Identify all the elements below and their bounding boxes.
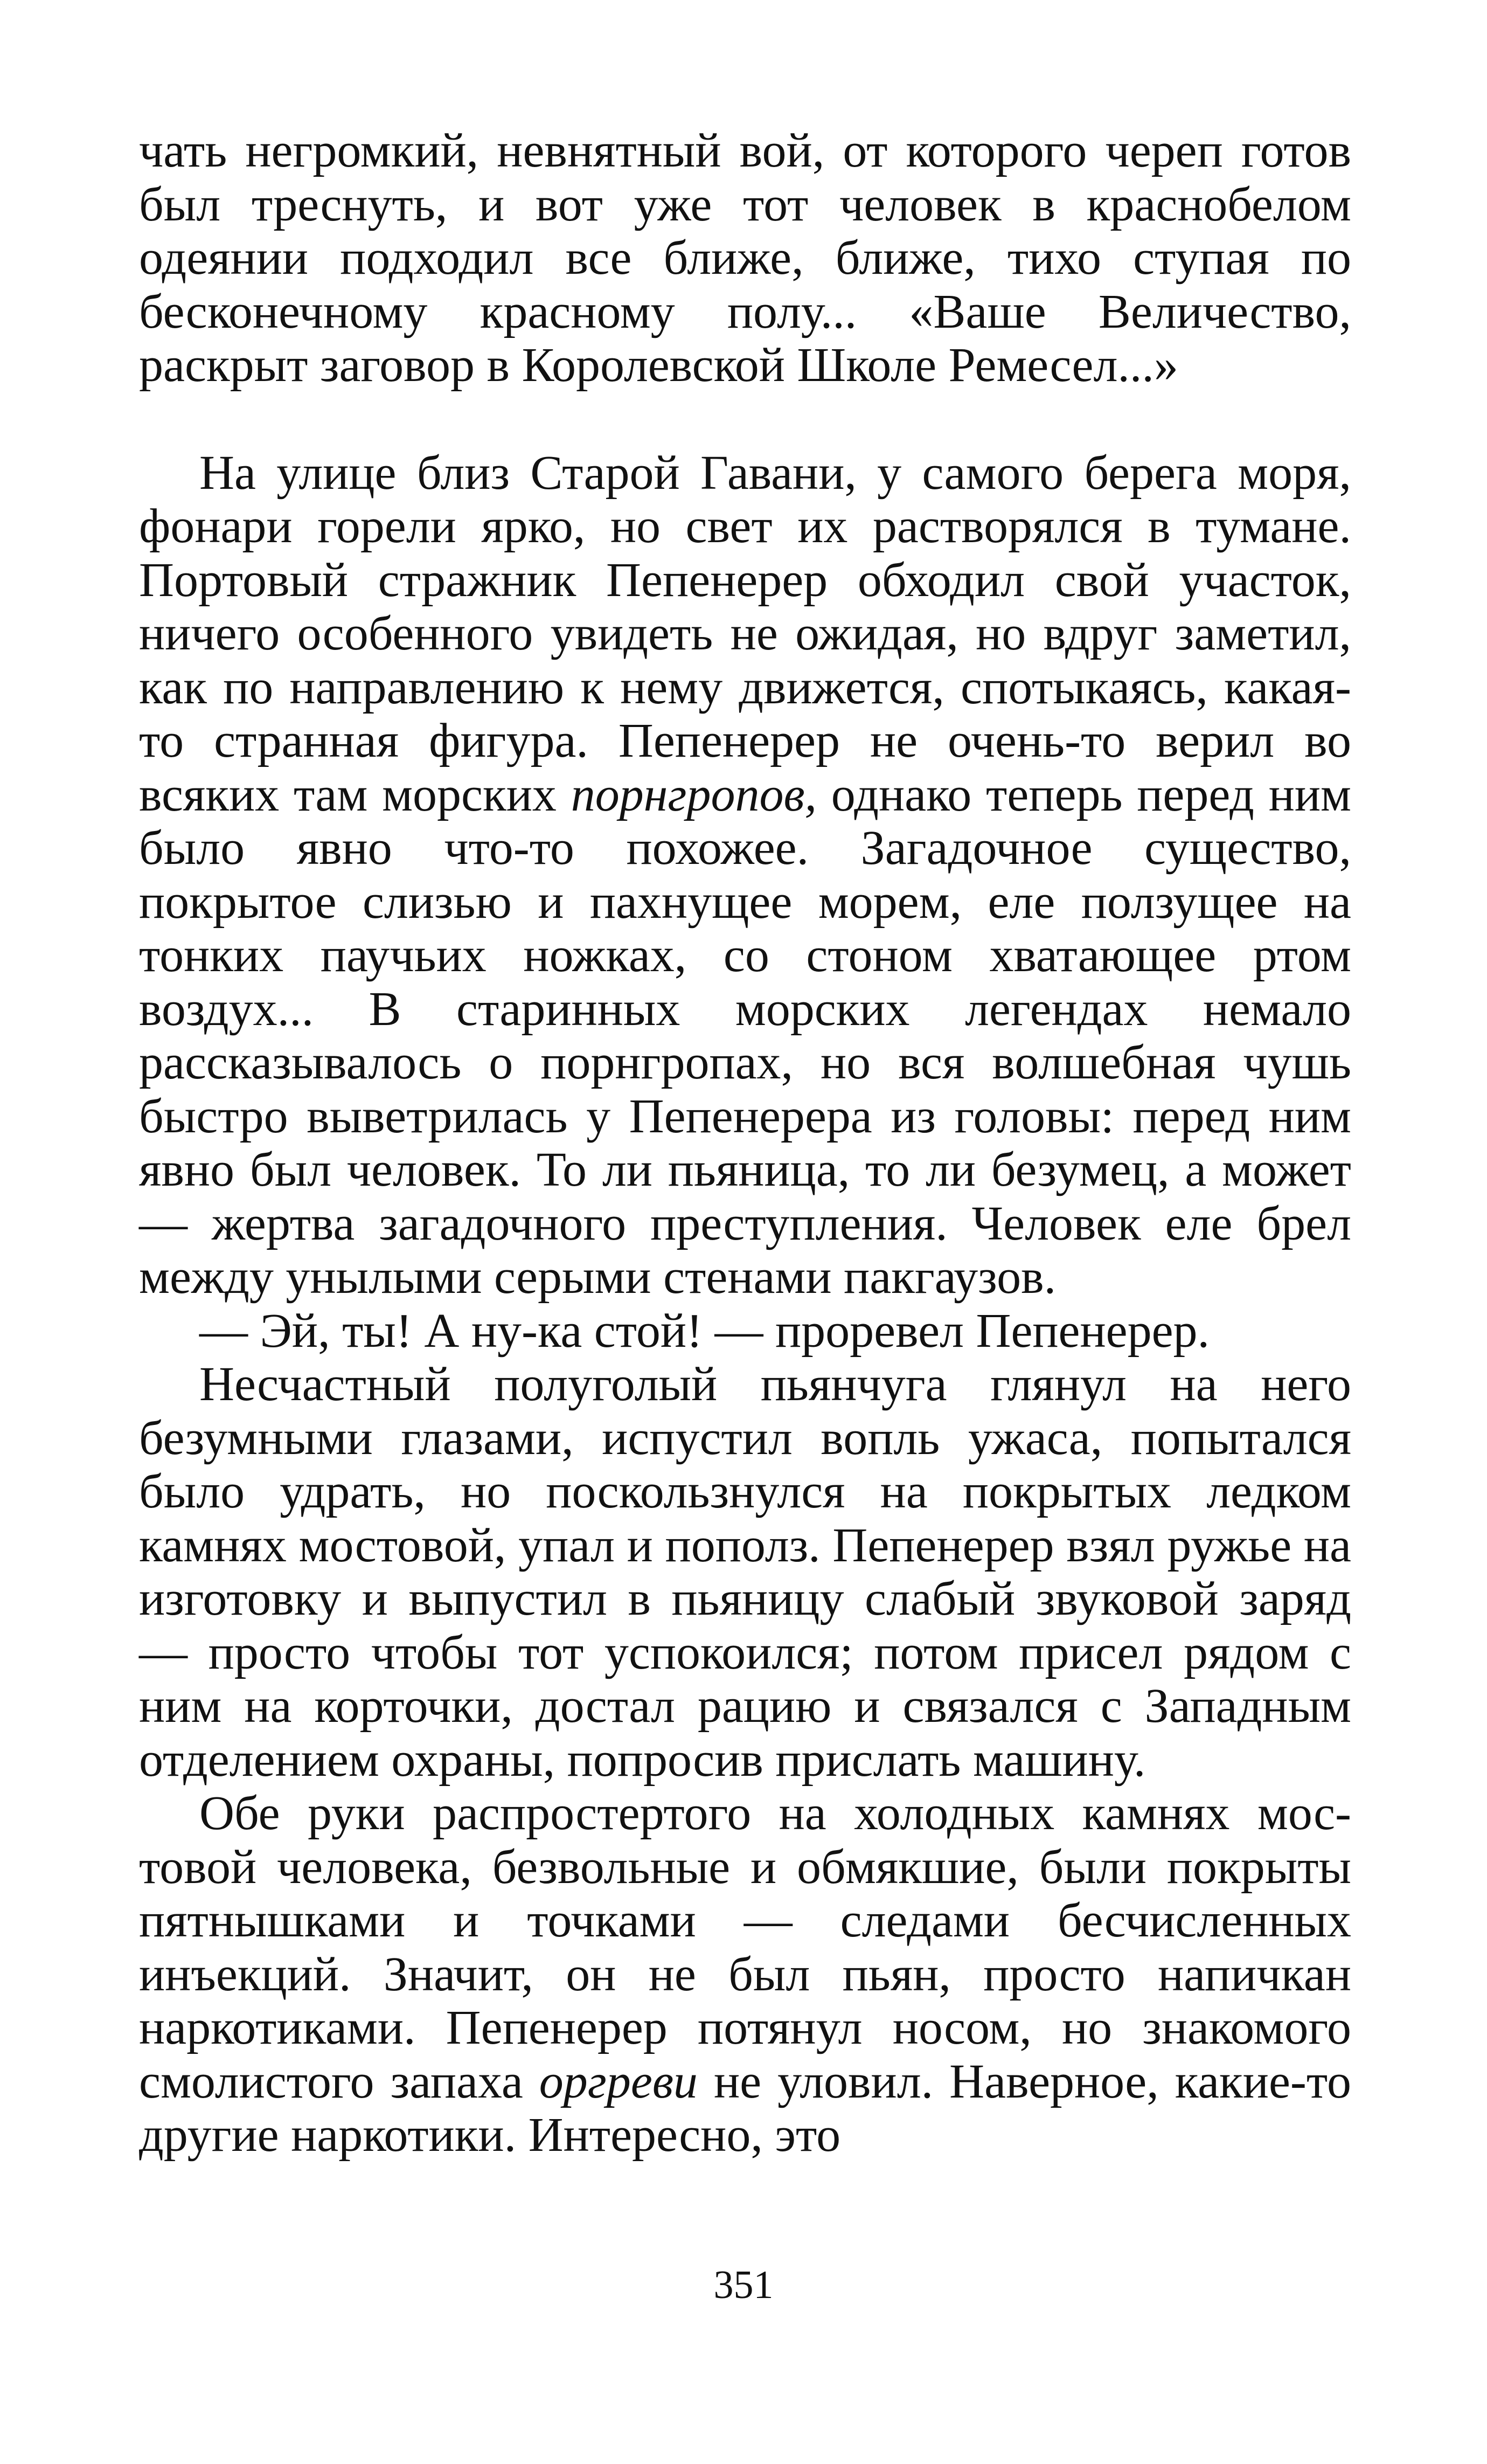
text-segment: Несчастный полуголый пьянчуга глянул на него безумными глазами, испустил вопль ужаса, попытался было удрать, но поскользнулся на покрытых ледком камнях мостовой, упал и пополз. Пепенерер взял ружье на изготовку и выпустил в пьяницу слабый звуковой заряд — просто чтобы тот успокоился; потом присел рядом с ним на корточки, достал рацию и связался с Западным отделением охраны, попросив прислать машину. [139,1358,1351,1787]
italic-term-orgrevi: оргреви [539,2054,698,2108]
text-segment: Обе руки распростертого на холодных камнях мостовой человека, безвольные и обмякшие, были покрыты пятнышками и точками — следами бесчисленных инъекций. Значит, он не был пьян, просто напичкан наркотиками. Пепенерер потянул носом, но знакомого смолистого запаха [139,1787,1351,2108]
text-segment: однако теперь перед ним было явно что-то похожее. Загадочное существо, покрытое слизью и пахнущее морем, еле ползущее на тонких паучьих ножках, со стоном хватающее ртом воздух... В старинных морских легендах немало рассказывалось о порнгропах, но вся волшебная чушь быстро выветрилась у Пепенерера из головы: перед ним явно был человек. То ли пьяница, то ли безумец, а может — жертва загадочного преступления. Человек еле брел между унылыми серыми стенами пакгаузов. [139,767,1351,1304]
paragraph-dialog [139,1304,1351,1358]
italic-term-porngropov: порнгропов, [571,767,817,821]
section-break [139,392,1351,446]
book-page-text [139,124,1351,2162]
text-segment: На улице близ Старой Гавани, у самого берега моря, фонари горели ярко, но свет их растворялся в тумане. Портовый стражник Пепенерер обходил свой участок, ничего особенного увидеть не ожидая, но вдруг заметил, как по направлению к нему движется, спотыкаясь, какая-то странная фигура. Пепенерер не очень-то верил во всяких там морских [139,446,1351,821]
text-segment: не уловил. Наверное, какие-то другие наркотики. Интересно, это [139,2054,1352,2162]
page-number: 351 [713,2263,774,2307]
paragraph-body [139,1358,1351,1787]
text-segment: чать негромкий, невнятный вой, от которого череп готов был треснуть, и вот уже тот человек в краснобелом одеянии подходил все ближе, ближе, тихо ступая по бесконечному красному полу... «Ваше Величество, раскрыт заговор в Королевской Школе Ремесел...» [139,124,1351,392]
paragraph-continuation [139,124,1351,392]
text-segment: — Эй, ты! А ну-ка стой! — проревел Пепенерер. [199,1304,1210,1358]
paragraph-section-start [139,446,1351,1304]
paragraph-body [139,1787,1351,2162]
